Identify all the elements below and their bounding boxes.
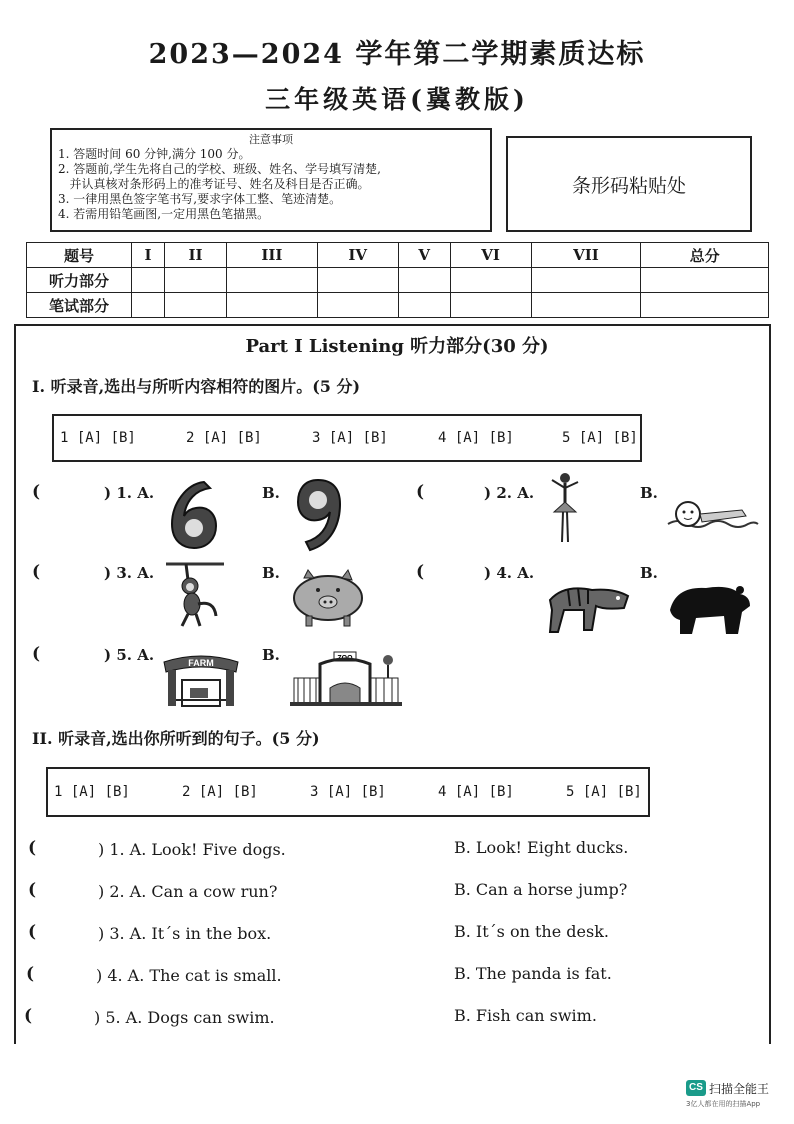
score-cell[interactable] (317, 268, 398, 293)
answer-paren-open[interactable]: ( (26, 964, 35, 984)
score-cell[interactable] (450, 268, 531, 293)
sentence-option-b: B. Fish can swim. (454, 1006, 597, 1025)
score-row-label: 听力部分 (27, 268, 132, 293)
notice-box (50, 128, 492, 232)
question-number: ) 1. A. (104, 484, 155, 502)
answer-paren-open[interactable]: ( (24, 1006, 33, 1026)
answer-choice[interactable]: 5 [A] [B] (566, 784, 642, 800)
notice-heading: 注意事项 (249, 133, 293, 146)
option-b-label: B. (262, 646, 280, 664)
answer-choice[interactable]: 4 [A] [B] (438, 430, 514, 446)
farm-icon (162, 650, 240, 708)
answer-choice[interactable]: 4 [A] [B] (438, 784, 514, 800)
bear-icon (666, 576, 752, 638)
exam-title: 2023—2024 学年第二学期素质达标 (148, 39, 646, 70)
dancer-icon (548, 470, 582, 546)
sentence-option-a: ) 5. A. Dogs can swim. (94, 1008, 275, 1027)
number-six-icon (166, 476, 222, 552)
question-number: ) 4. A. (484, 564, 535, 582)
section1-title: I. 听录音,选出与所听内容相符的图片。(5 分) (32, 377, 361, 396)
answer-choice[interactable]: 3 [A] [B] (310, 784, 386, 800)
score-cell[interactable] (398, 268, 450, 293)
section2-title: II. 听录音,选出你所听到的句子。(5 分) (32, 729, 320, 748)
answer-paren-open[interactable]: ( (28, 922, 37, 942)
score-cell[interactable] (165, 268, 227, 293)
watermark-name: 扫描全能王 (709, 1082, 770, 1096)
score-header: 总分 (641, 243, 769, 268)
notice-item: 3. 一律用黑色签字笔书写,要求字体工整、笔迹清楚。 (58, 192, 342, 206)
monkey-icon (164, 560, 226, 630)
score-cell[interactable] (450, 293, 531, 318)
score-cell[interactable] (641, 268, 769, 293)
score-cell[interactable] (226, 293, 317, 318)
score-cell[interactable] (226, 268, 317, 293)
score-header: I (132, 243, 165, 268)
notice-item: 4. 若需用铅笔画图,一定用黑色笔描黑。 (58, 207, 270, 221)
number-nine-icon (294, 476, 344, 552)
notice-item: 2. 答题前,学生先将自己的学校、班级、姓名、学号填写清楚, (58, 162, 381, 176)
score-cell[interactable] (641, 293, 769, 318)
score-header: V (398, 243, 450, 268)
section1-answer-box (52, 414, 642, 462)
score-row-label: 笔试部分 (27, 293, 132, 318)
farm-sign: FARM (188, 658, 214, 668)
sentence-option-a: ) 4. A. The cat is small. (96, 966, 282, 985)
score-cell[interactable] (165, 293, 227, 318)
zoo-icon (290, 650, 402, 706)
answer-choice[interactable]: 5 [A] [B] (562, 430, 638, 446)
score-cell[interactable] (132, 293, 165, 318)
exam-subtitle: 三年级英语(冀教版) (265, 85, 529, 114)
option-b-label: B. (262, 564, 280, 582)
question-number: ) 3. A. (104, 564, 155, 582)
score-cell[interactable] (531, 268, 641, 293)
score-header: II (165, 243, 227, 268)
answer-choice[interactable]: 3 [A] [B] (312, 430, 388, 446)
sentence-option-b: B. It´s on the desk. (454, 922, 609, 941)
barcode-area (506, 136, 752, 232)
sentence-option-a: ) 3. A. It´s in the box. (98, 924, 272, 943)
swimmer-icon (666, 494, 760, 538)
answer-paren-open[interactable]: ( (28, 880, 37, 900)
answer-choice[interactable]: 1 [A] [B] (60, 430, 136, 446)
score-table (26, 242, 769, 318)
camscanner-logo: CS (686, 1080, 706, 1096)
option-b-label: B. (640, 564, 658, 582)
barcode-label: 条形码粘贴处 (571, 174, 686, 197)
notice-item: 1. 答题时间 60 分钟,满分 100 分。 (58, 147, 251, 161)
sentence-option-b: B. Look! Eight ducks. (454, 838, 629, 857)
answer-paren-open[interactable]: ( (32, 644, 41, 664)
answer-paren-open[interactable]: ( (416, 482, 425, 502)
answer-choice[interactable]: 2 [A] [B] (186, 430, 262, 446)
sentence-option-b: B. Can a horse jump? (454, 880, 628, 899)
part1-title: Part I Listening 听力部分(30 分) (245, 336, 549, 357)
sentence-option-a: ) 1. A. Look! Five dogs. (98, 840, 286, 859)
answer-choice[interactable]: 1 [A] [B] (54, 784, 130, 800)
answer-paren-open[interactable]: ( (32, 482, 41, 502)
question-number: ) 5. A. (104, 646, 155, 664)
section2-answer-box (46, 767, 650, 817)
answer-paren-open[interactable]: ( (32, 562, 41, 582)
zoo-sign: ZOO (337, 655, 353, 662)
score-header: VI (450, 243, 531, 268)
answer-paren-open[interactable]: ( (28, 838, 37, 858)
answer-choice[interactable]: 2 [A] [B] (182, 784, 258, 800)
answer-paren-open[interactable]: ( (416, 562, 425, 582)
notice-item: 并认真核对条形码上的准考证号、姓名及科目是否正确。 (58, 177, 370, 191)
question-number: ) 2. A. (484, 484, 535, 502)
watermark-tagline: 3亿人都在用的扫描App (686, 1100, 761, 1108)
score-cell[interactable] (531, 293, 641, 318)
score-header: 题号 (27, 243, 132, 268)
sentence-option-b: B. The panda is fat. (454, 964, 612, 983)
score-header: III (226, 243, 317, 268)
pig-icon (290, 568, 366, 628)
score-header: VII (531, 243, 641, 268)
option-b-label: B. (640, 484, 658, 502)
tiger-icon (544, 570, 632, 640)
score-cell[interactable] (317, 293, 398, 318)
score-cell[interactable] (398, 293, 450, 318)
sentence-option-a: ) 2. A. Can a cow run? (98, 882, 278, 901)
score-cell[interactable] (132, 268, 165, 293)
score-header: IV (317, 243, 398, 268)
option-b-label: B. (262, 484, 280, 502)
